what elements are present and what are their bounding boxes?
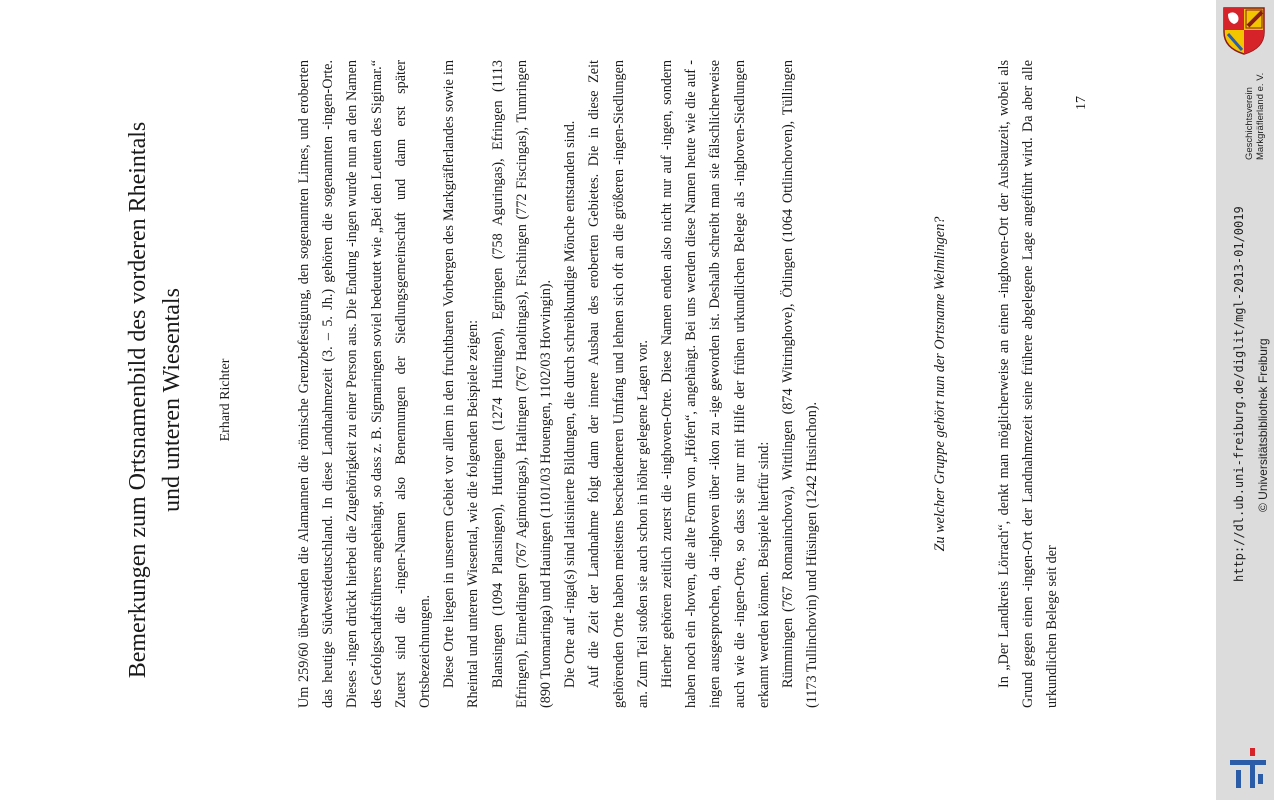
society-line-1: Geschichtsverein: [1244, 87, 1255, 160]
society-name: [1244, 40, 1266, 160]
paragraph: Um 259/60 überwanden die Alamannen die römische Grenzbefestigung, den sogenannten Limes, und eroberten das heutige Südwestdeutschland. In diese Landnahmezeit (3. – 5. Jh.) gehören die sogenannten -ingen-Orte. Dieses -ingen drückt hierbei die Zugehörigkeit zu einer Person aus. Die Endung -ingen wurde nun an den Namen des Gefolgschaftsführers angehängt, so dass z. B. Sigmaringen soviel bedeutet wie „Bei den Leuten des Sigimar.“ Zuerst sind die -ingen-Namen also Benennungen der Siedlungsgemeinschaft und dann erst später Ortsbezeichnungen.: [296, 60, 434, 708]
university-library-logo-icon[interactable]: [1228, 746, 1268, 790]
paragraph: Rümmingen (767 Romaninchova), Wittlingen (874 Witringhove), Ötlingen (1064 Ottlinchoven), Tüllingen (1173 Tullinchovin) und Hüsingen (1242 Husinchon).: [780, 60, 821, 708]
paragraph: Die Orte auf -inga(s) sind latisinierte Bildungen, die durch schreibkundige Mönche entstanden sind.: [562, 120, 579, 688]
article-title-line-1: Bemerkungen zum Ortsnamenbild des vorderen Rheintals: [125, 121, 151, 679]
paragraph: Diese Orte liegen in unserem Gebiet vor allem in den fruchtbaren Vorbergen des Markgräflerlandes sowie im Rheintal und unteren Wiesental, wie die folgenden Beispiele zeigen:: [441, 60, 482, 708]
society-line-2: Markgräflerland e. V.: [1255, 72, 1266, 160]
paragraph: Blansingen (1094 Plansingen), Huttingen (1274 Hutingen), Egringen (758 Aguringas), Efringen (1113 Efringen), Eimeldingen (767 Agimotingas), Haltingen (767 Haoltingas), Fischingen (772 Fiscingas), Tumringen (890 Tuomaringa) und Hauingen (1101/03 Houengen, 1102/03 Hovvingin).: [489, 60, 555, 708]
section-heading: Zu welcher Gruppe gehört nun der Ortsname Welmlingen?: [932, 216, 948, 552]
section-body: [992, 60, 1065, 708]
document-url-link[interactable]: http://dl.ub.uni-freiburg.de/diglit/mgl-2013-01/0019: [1232, 206, 1246, 582]
article-title-line-2: und unteren Wiesentals: [159, 288, 185, 512]
page-number: 17: [1074, 96, 1089, 110]
rotated-article: [85, 60, 1085, 740]
paragraph: Hierher gehören zeitlich zuerst die -inghoven-Orte. Diese Namen enden also nicht nur auf -ingen, sondern haben noch ein -hoven, die alte Form von „Höfen“, angehängt. Bei uns werden diese Namen heute wie die auf -ingen ausgesprochen, da -inghoven über -ikon zu -ige geworden ist. Deshalb schreibt man sie fälschlicherweise auch wie die -ingen-Orte, so dass sie nur mit Hilfe der frühen urkundlichen Belege als -inghoven-Siedlungen erkannt werden können. Beispiele hierfür sind:: [659, 60, 772, 708]
paragraph: In „Der Landkreis Lörrach“, denkt man möglicherweise an einen -inghoven-Ort der Ausbauzeit, wobei als Grund gegen einen -ingen-Ort der Landnahmezeit seine frühere abgelegene Lage angeführt wird. Da aber alle urkundlichen Belege seit der: [996, 60, 1061, 708]
article-author: Erhard Richter: [218, 358, 233, 442]
paragraph: Auf die Zeit der Landnahme folgt dann der innere Ausbau des eroberten Gebietes. Die in diese Zeit gehörenden Orte haben meistens bescheideneren Umfang und lehnen sich oft an die größeren -ingen-Siedlungen an. Zum Teil stoßen sie auch schon in höher gelegene Lagen vor.: [586, 60, 651, 708]
copyright-notice: © Universitätsbibliothek Freiburg: [1256, 338, 1270, 512]
article-body: [292, 60, 824, 708]
